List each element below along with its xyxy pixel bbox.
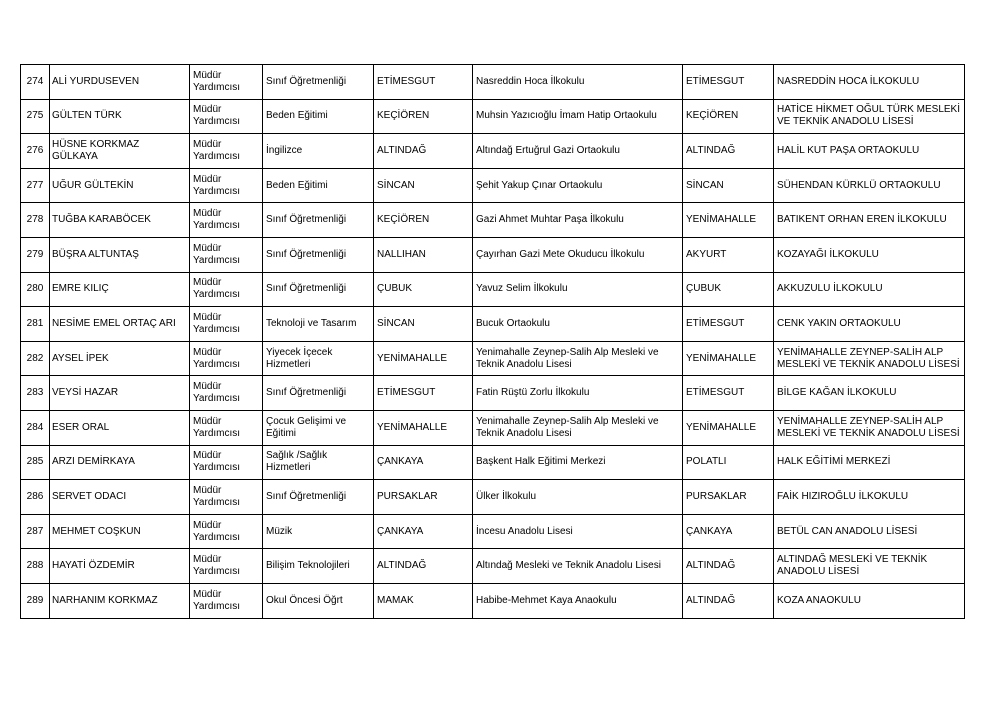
assigned-district: ÇANKAYA [683, 514, 774, 549]
branch-name: Sınıf Öğretmenliği [263, 237, 374, 272]
branch-name: Bilişim Teknolojileri [263, 549, 374, 584]
current-school: Fatin Rüştü Zorlu İlkokulu [473, 376, 683, 411]
current-district: ÇANKAYA [374, 514, 473, 549]
row-number: 284 [21, 410, 50, 445]
assigned-school: CENK YAKIN ORTAOKULU [774, 307, 965, 342]
assigned-district: YENİMAHALLE [683, 410, 774, 445]
current-district: KEÇİÖREN [374, 99, 473, 134]
assigned-school: AKKUZULU İLKOKULU [774, 272, 965, 307]
current-school: Yenimahalle Zeynep-Salih Alp Mesleki ve Teknik Anadolu Lisesi [473, 410, 683, 445]
current-school: Altındağ Ertuğrul Gazi Ortaokulu [473, 134, 683, 169]
position-title: Müdür Yardımcısı [190, 99, 263, 134]
assigned-school: FAİK HIZIROĞLU İLKOKULU [774, 480, 965, 515]
position-title: Müdür Yardımcısı [190, 168, 263, 203]
branch-name: Beden Eğitimi [263, 99, 374, 134]
assigned-school: KOZAYAĞI İLKOKULU [774, 237, 965, 272]
assigned-district: ETİMESGUT [683, 376, 774, 411]
branch-name: Müzik [263, 514, 374, 549]
row-number: 281 [21, 307, 50, 342]
current-district: ÇUBUK [374, 272, 473, 307]
position-title: Müdür Yardımcısı [190, 410, 263, 445]
person-name: TUĞBA KARABÖCEK [50, 203, 190, 238]
assigned-district: YENİMAHALLE [683, 341, 774, 376]
position-title: Müdür Yardımcısı [190, 376, 263, 411]
assigned-school: YENİMAHALLE ZEYNEP-SALİH ALP MESLEKİ VE TEKNİK ANADOLU LİSESİ [774, 410, 965, 445]
assigned-school: KOZA ANAOKULU [774, 583, 965, 618]
position-title: Müdür Yardımcısı [190, 203, 263, 238]
branch-name: Sınıf Öğretmenliği [263, 272, 374, 307]
current-district: NALLIHAN [374, 237, 473, 272]
current-school: Şehit Yakup Çınar Ortaokulu [473, 168, 683, 203]
person-name: NARHANIM KORKMAZ [50, 583, 190, 618]
assigned-school: ALTINDAĞ MESLEKİ VE TEKNİK ANADOLU LİSESİ [774, 549, 965, 584]
table-row [21, 514, 965, 549]
current-district: PURSAKLAR [374, 480, 473, 515]
current-district: ETİMESGUT [374, 376, 473, 411]
row-number: 283 [21, 376, 50, 411]
branch-name: Okul Öncesi Öğrt [263, 583, 374, 618]
current-school: Muhsin Yazıcıoğlu İmam Hatip Ortaokulu [473, 99, 683, 134]
position-title: Müdür Yardımcısı [190, 583, 263, 618]
row-number: 287 [21, 514, 50, 549]
person-name: VEYSİ HAZAR [50, 376, 190, 411]
current-school: İncesu Anadolu Lisesi [473, 514, 683, 549]
row-number: 274 [21, 65, 50, 100]
row-number: 282 [21, 341, 50, 376]
branch-name: Sınıf Öğretmenliği [263, 376, 374, 411]
position-title: Müdür Yardımcısı [190, 480, 263, 515]
assigned-district: YENİMAHALLE [683, 203, 774, 238]
assigned-district: POLATLI [683, 445, 774, 480]
row-number: 288 [21, 549, 50, 584]
table-row [21, 237, 965, 272]
person-name: MEHMET COŞKUN [50, 514, 190, 549]
branch-name: Beden Eğitimi [263, 168, 374, 203]
assigned-school: BETÜL CAN ANADOLU LİSESİ [774, 514, 965, 549]
current-school: Başkent Halk Eğitimi Merkezi [473, 445, 683, 480]
assigned-district: ÇUBUK [683, 272, 774, 307]
position-title: Müdür Yardımcısı [190, 65, 263, 100]
position-title: Müdür Yardımcısı [190, 307, 263, 342]
branch-name: Yiyecek İçecek Hizmetleri [263, 341, 374, 376]
table-row [21, 272, 965, 307]
current-district: ÇANKAYA [374, 445, 473, 480]
branch-name: Sınıf Öğretmenliği [263, 203, 374, 238]
assigned-district: SİNCAN [683, 168, 774, 203]
assigned-district: ALTINDAĞ [683, 549, 774, 584]
table-row [21, 341, 965, 376]
branch-name: Sınıf Öğretmenliği [263, 65, 374, 100]
row-number: 278 [21, 203, 50, 238]
row-number: 275 [21, 99, 50, 134]
position-title: Müdür Yardımcısı [190, 237, 263, 272]
row-number: 286 [21, 480, 50, 515]
branch-name: Sınıf Öğretmenliği [263, 480, 374, 515]
table-row [21, 480, 965, 515]
branch-name: Çocuk Gelişimi ve Eğitimi [263, 410, 374, 445]
table-row [21, 376, 965, 411]
table-row [21, 445, 965, 480]
branch-name: Sağlık /Sağlık Hizmetleri [263, 445, 374, 480]
person-name: HAYATİ ÖZDEMİR [50, 549, 190, 584]
current-school: Gazi Ahmet Muhtar Paşa İlkokulu [473, 203, 683, 238]
current-district: KEÇİÖREN [374, 203, 473, 238]
assigned-district: ETİMESGUT [683, 307, 774, 342]
person-name: ARZI DEMİRKAYA [50, 445, 190, 480]
person-name: UĞUR GÜLTEKİN [50, 168, 190, 203]
current-school: Yavuz Selim İlkokulu [473, 272, 683, 307]
current-district: ETİMESGUT [374, 65, 473, 100]
person-name: ESER ORAL [50, 410, 190, 445]
row-number: 277 [21, 168, 50, 203]
row-number: 289 [21, 583, 50, 618]
assigned-school: BİLGE KAĞAN İLKOKULU [774, 376, 965, 411]
position-title: Müdür Yardımcısı [190, 549, 263, 584]
assigned-district: ETİMESGUT [683, 65, 774, 100]
row-number: 280 [21, 272, 50, 307]
current-school: Yenimahalle Zeynep-Salih Alp Mesleki ve Teknik Anadolu Lisesi [473, 341, 683, 376]
current-district: SİNCAN [374, 307, 473, 342]
person-name: SERVET ODACI [50, 480, 190, 515]
person-name: EMRE KILIÇ [50, 272, 190, 307]
assigned-district: AKYURT [683, 237, 774, 272]
current-school: Ülker İlkokulu [473, 480, 683, 515]
assignment-table [20, 64, 965, 619]
assigned-district: ALTINDAĞ [683, 134, 774, 169]
assigned-district: PURSAKLAR [683, 480, 774, 515]
assigned-district: KEÇİÖREN [683, 99, 774, 134]
position-title: Müdür Yardımcısı [190, 514, 263, 549]
row-number: 285 [21, 445, 50, 480]
assigned-school: SÜHENDAN KÜRKLÜ ORTAOKULU [774, 168, 965, 203]
current-school: Nasreddin Hoca İlkokulu [473, 65, 683, 100]
current-district: MAMAK [374, 583, 473, 618]
table-row [21, 168, 965, 203]
table-row [21, 203, 965, 238]
assigned-district: ALTINDAĞ [683, 583, 774, 618]
current-district: ALTINDAĞ [374, 549, 473, 584]
current-district: YENİMAHALLE [374, 341, 473, 376]
current-school: Bucuk Ortaokulu [473, 307, 683, 342]
assigned-school: NASREDDİN HOCA İLKOKULU [774, 65, 965, 100]
table-row [21, 307, 965, 342]
current-district: YENİMAHALLE [374, 410, 473, 445]
person-name: AYSEL İPEK [50, 341, 190, 376]
table-row [21, 65, 965, 100]
position-title: Müdür Yardımcısı [190, 272, 263, 307]
row-number: 279 [21, 237, 50, 272]
assigned-school: BATIKENT ORHAN EREN İLKOKULU [774, 203, 965, 238]
person-name: NESİME EMEL ORTAÇ ARI [50, 307, 190, 342]
person-name: GÜLTEN TÜRK [50, 99, 190, 134]
person-name: ALİ YURDUSEVEN [50, 65, 190, 100]
branch-name: Teknoloji ve Tasarım [263, 307, 374, 342]
current-district: SİNCAN [374, 168, 473, 203]
table-row [21, 410, 965, 445]
current-district: ALTINDAĞ [374, 134, 473, 169]
current-school: Çayırhan Gazi Mete Okuducu İlkokulu [473, 237, 683, 272]
assigned-school: HALK EĞİTİMİ MERKEZİ [774, 445, 965, 480]
assigned-school: HALİL KUT PAŞA ORTAOKULU [774, 134, 965, 169]
assigned-school: HATİCE HİKMET OĞUL TÜRK MESLEKİ VE TEKNİK ANADOLU LİSESİ [774, 99, 965, 134]
position-title: Müdür Yardımcısı [190, 341, 263, 376]
current-school: Altındağ Mesleki ve Teknik Anadolu Lisesi [473, 549, 683, 584]
assigned-school: YENİMAHALLE ZEYNEP-SALİH ALP MESLEKİ VE TEKNİK ANADOLU LİSESİ [774, 341, 965, 376]
table-row [21, 583, 965, 618]
table-row [21, 134, 965, 169]
position-title: Müdür Yardımcısı [190, 445, 263, 480]
table-row [21, 99, 965, 134]
branch-name: İngilizce [263, 134, 374, 169]
current-school: Habibe-Mehmet Kaya Anaokulu [473, 583, 683, 618]
person-name: HÜSNE KORKMAZ GÜLKAYA [50, 134, 190, 169]
person-name: BÜŞRA ALTUNTAŞ [50, 237, 190, 272]
row-number: 276 [21, 134, 50, 169]
position-title: Müdür Yardımcısı [190, 134, 263, 169]
table-row [21, 549, 965, 584]
